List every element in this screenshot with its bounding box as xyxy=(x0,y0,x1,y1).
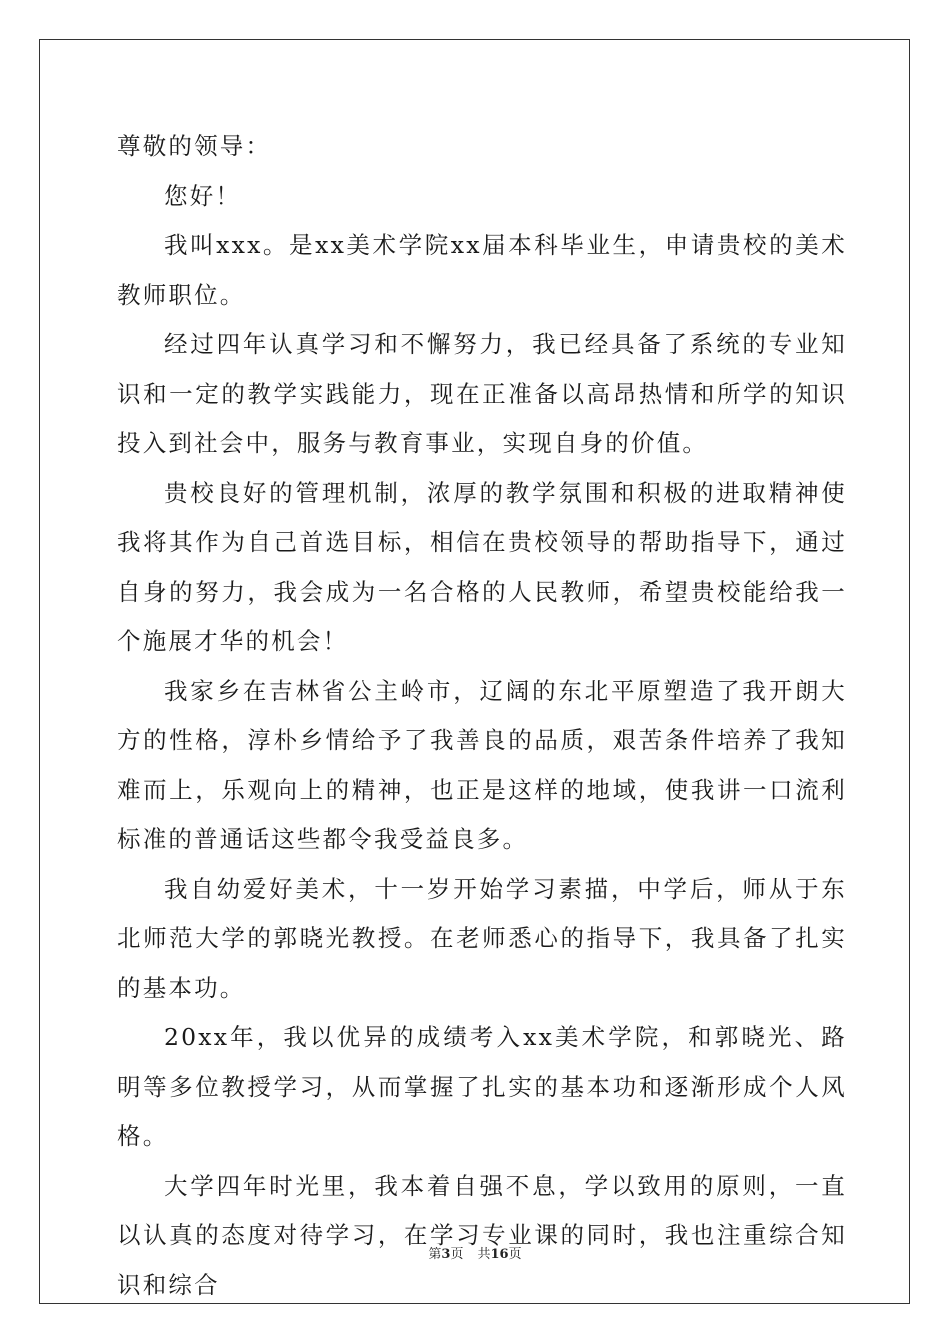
greeting: 您好！ xyxy=(164,181,242,210)
salutation: 尊敬的领导： xyxy=(117,132,272,160)
total-pages: 16 xyxy=(490,1247,509,1262)
total-prefix: 共 xyxy=(477,1247,491,1262)
letter-body xyxy=(117,122,847,1310)
page-suffix: 页 xyxy=(450,1247,464,1262)
total-suffix: 页 xyxy=(508,1247,522,1262)
paragraph-hometown: 我家乡在吉林省公主岭市，辽阔的东北平原塑造了我开朗大方的性格，淳朴乡情给予了我善良的品质，艰苦条件培养了我知难而上，乐观向上的精神，也正是这样的地域，使我讲一口流利标准的普通话这些都令我受益良多。 xyxy=(117,676,847,853)
paragraph-art-background: 我自幼爱好美术，十一岁开始学习素描，中学后，师从于东北师范大学的郭晓光教授。在老师悉心的指导下，我具备了扎实的基本功。 xyxy=(117,874,847,1002)
paragraph-school-praise: 贵校良好的管理机制，浓厚的教学氛围和积极的进取精神使我将其作为自己首选目标，相信在贵校领导的帮助指导下，通过自身的努力，我会成为一名合格的人民教师，希望贵校能给我一个施展才华的机会！ xyxy=(117,478,847,655)
paragraph-intro: 我叫xxx。是xx美术学院xx届本科毕业生，申请贵校的美术教师职位。 xyxy=(117,231,847,309)
page-prefix: 第 xyxy=(428,1247,442,1262)
paragraph-study-attitude: 大学四年时光里，我本着自强不息，学以致用的原则，一直以认真的态度对待学习，在学习专业课的同时，我也注重综合知识和综合 xyxy=(117,1171,847,1299)
paragraph-qualifications: 经过四年认真学习和不懈努力，我已经具备了系统的专业知识和一定的教学实践能力，现在正准备以高昂热情和所学的知识投入到社会中，服务与教育事业，实现自身的价值。 xyxy=(117,330,847,457)
page-footer xyxy=(0,1246,950,1264)
page-number: 3 xyxy=(441,1247,451,1262)
paragraph-university: 20xx年，我以优异的成绩考入xx美术学院，和郭晓光、路明等多位教授学习，从而掌握了扎实的基本功和逐渐形成个人风格。 xyxy=(117,1023,847,1150)
